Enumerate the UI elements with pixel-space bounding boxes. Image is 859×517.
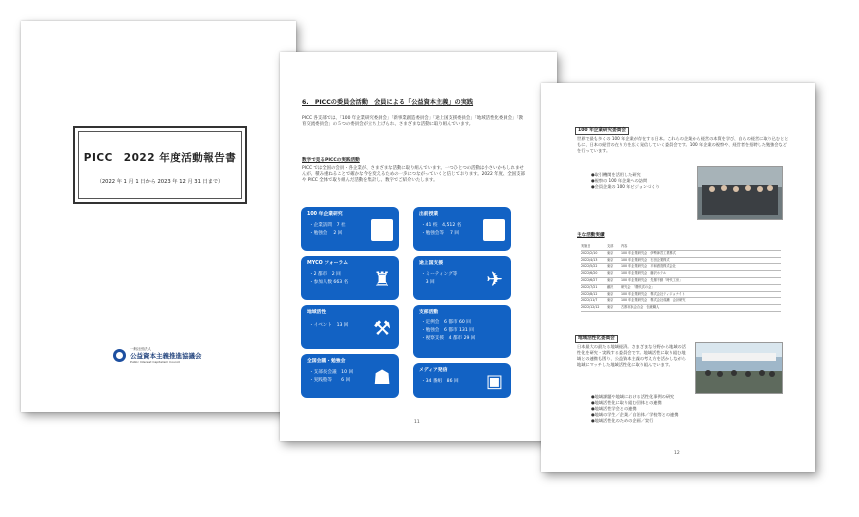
stat-card-developing-support: 途上国支援 ・ミーティング等 3 回 ✈	[413, 256, 511, 300]
cover-title: PICC 2022 年度活動報告書	[83, 152, 237, 164]
activity-table	[581, 244, 781, 312]
organization-logo	[113, 347, 213, 367]
cover-page	[21, 21, 296, 412]
block2-text: 日本最大の最たる地域経済。さまざまな分野から地域の活性化を研究・実践する委員会です。地域活性に取り組む地域との連携も図り、公益資本主義の考え方を活かしながら地域にマッチした地域活性化に取り組んでいます。	[577, 344, 686, 367]
stat-card-media: メディア発信 ・34 番組 86 回 ▣	[413, 363, 511, 398]
intro-paragraph: PICC 各支部では、「100 年企業研究委員会」「新事業創造委員会」「途上国支援委員会」「地域活性化委員会」「教育交流委員会」の５つの委員会が立ち上げられ、さまざまな活動に取り組んでいます。	[302, 116, 524, 127]
activities-page	[280, 52, 557, 441]
stat-card-regional: 地域活性 ・イベント 13 回 ⚒	[301, 305, 399, 349]
stat-card-national-meeting: 全国会議・勉強会 ・支部長会議 10 回 ・実践塾等 6 回 ☗	[301, 354, 399, 398]
stat-card-classes: 出前授業 ・41 校 4,512 名 ・勉強会等 7 回	[413, 207, 511, 251]
table-row: 2022/12/12 東京 古都市浜会合会 伝統職人	[581, 305, 781, 312]
table-row: 2022/7/21 藤沢 研究会 「鶴代次の会」	[581, 285, 781, 292]
page-number: 11	[414, 420, 420, 425]
logo-english-name: Public Interest Capitalism Council	[130, 360, 181, 364]
table-row: 2022/11/7 東京 100 年企業研究会 株式会社成瀬 会計研究	[581, 298, 781, 305]
table-label: 主な活動実績	[577, 233, 605, 238]
airplane-icon: ✈	[486, 267, 503, 291]
section-heading: 6. PICCの委員会活動 会員による「公益資本主義」の実践	[302, 99, 474, 106]
page-number: 12	[674, 451, 680, 456]
committee-page	[541, 83, 815, 472]
podium-icon: ♜	[373, 267, 391, 291]
block1-bullets: ●取引機関を活用した研究 ●視察の 100 年企業への訪問 ●会員企業の 100 年ビジョンづくり	[591, 172, 660, 189]
tv-icon: ▣	[485, 371, 503, 392]
table-row: 2022/5/22 東京 100 年企業研究会 平和酒造株式会社	[581, 264, 781, 271]
cover-period: （2022 年 1 月 1 日から 2023 年 12 月 31 日まで）	[96, 179, 224, 185]
stat-card-branch: 支部活動 ・定例会 6 都市 60 回 ・勉強会 6 都市 131 回 ・視察支援 4 都市 29 回	[413, 305, 511, 358]
regional-event-photo	[695, 342, 783, 394]
logo-mark-icon	[113, 349, 126, 362]
worker-icon: ⚒	[373, 316, 391, 340]
numbers-section-label: 数字で見るPICCの実践活動	[302, 158, 360, 163]
stat-card-myco-forum: MYCO フォーラム ・2 都市 2 回 ・参加人数 663 名 ♜	[301, 256, 399, 300]
meeting-icon: ☗	[373, 365, 391, 389]
block2-bullets: ●地域課題や地域における活性化事例の研究 ●地域活性化に取り組む団体との連携 ●地域活性学会との連携 ●地域の学生／企業／自治体／学校等との連携 ●地域活性化のための企画／実行	[591, 394, 679, 423]
stat-card-100-year: 100 年企業研究 ・企業訪問 7 社 ・勉強会 2 回	[301, 207, 399, 251]
building-photo-icon	[371, 219, 393, 241]
numbers-section-text: PICC では全国の会員・各企業が、さまざまな活動に取り組んでいます。一つひとつの活動は小さいかもしれませんが、積み重ねることで確かな今を変えるための一歩につながっていくと信じております。2022 年度、全国支部や PICC 全体で取り組んだ活動を集計し、数字でご紹介いたします。	[302, 166, 525, 183]
committee-group-photo	[697, 166, 783, 220]
classroom-photo-icon	[483, 219, 505, 241]
block1-label: 100 年企業研究委員会	[575, 127, 629, 135]
table-row: 2022/8/12 東京 100 年企業研究会 株式会社ティジョナイト	[581, 292, 781, 299]
cover-title-frame	[73, 126, 247, 204]
table-row: 2022/4/13 東京 100 年企業研究会 石田企業株式	[581, 258, 781, 265]
block2-label: 地域活性化委員会	[575, 335, 618, 343]
block1-text: 世界で最も多くの 100 年企業が存在する日本。これらの企業から経営の本質を学び、自らの経営に取り込むとともに、日本の経営の在り方を広く発信していく委員会です。100 年企業の視察や、経営者を招聘した勉強会などを行っています。	[577, 136, 789, 153]
logo-small-text: 一般社団法人	[130, 347, 151, 351]
logo-name: 公益資本主義推進協議会	[130, 352, 202, 360]
table-row: 2022/6/20 東京 100 年企業研究会 藤沢ホテル	[581, 271, 781, 278]
table-header: 実施日 支部 内容	[581, 244, 781, 251]
table-row: 2022/6/27 東京 100 年企業研究会 先輩不動「時代工房」	[581, 278, 781, 285]
table-row: 2022/2/10 東京 100 年企業研究会 伊勢神宮工業株式	[581, 251, 781, 258]
